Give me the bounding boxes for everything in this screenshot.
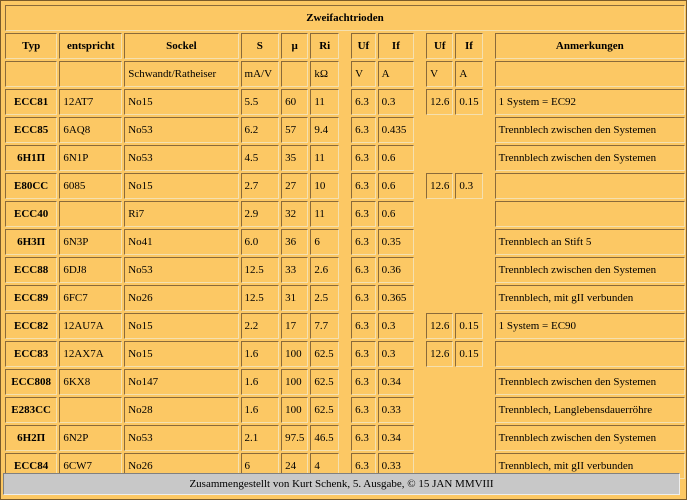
cell-ri: 11: [310, 201, 339, 227]
cell-ri: 2.5: [310, 285, 339, 311]
header-if1: If: [378, 33, 414, 59]
column-gap: [341, 173, 349, 199]
cell-ri: 62.5: [310, 397, 339, 423]
column-gap: [416, 229, 424, 255]
cell-if1: 0.6: [378, 145, 414, 171]
cell-anmerkungen: Trennblech zwischen den Systemen: [495, 145, 685, 171]
column-gap: [416, 341, 424, 367]
cell-ri: 62.5: [310, 341, 339, 367]
cell-uf2: [426, 425, 453, 451]
unit-anmerkungen: [495, 61, 685, 87]
cell-s: 12.5: [241, 257, 280, 283]
cell-if1: 0.35: [378, 229, 414, 255]
cell-anmerkungen: Trennblech zwischen den Systemen: [495, 369, 685, 395]
cell-s: 6.2: [241, 117, 280, 143]
cell-typ: ECC82: [5, 313, 57, 339]
cell-uf2: 12.6: [426, 89, 453, 115]
cell-uf2: [426, 145, 453, 171]
column-gap: [341, 425, 349, 451]
cell-s: 1.6: [241, 341, 280, 367]
column-gap: [341, 341, 349, 367]
cell-anmerkungen: [495, 173, 685, 199]
cell-anmerkungen: Trennblech zwischen den Systemen: [495, 117, 685, 143]
table-title: Zweifachtrioden: [5, 5, 685, 31]
column-gap: [416, 117, 424, 143]
cell-anmerkungen: Trennblech zwischen den Systemen: [495, 257, 685, 283]
cell-uf2: 12.6: [426, 173, 453, 199]
table-row: [5, 257, 685, 283]
column-gap: [341, 33, 349, 59]
column-gap: [341, 61, 349, 87]
cell-if2: [455, 117, 482, 143]
cell-uf1: 6.3: [351, 257, 376, 283]
cell-if2: 0.3: [455, 173, 482, 199]
unit-entspricht: [59, 61, 122, 87]
header-if2: If: [455, 33, 482, 59]
cell-if2: [455, 369, 482, 395]
cell-entspricht: [59, 201, 122, 227]
cell-s: 6.0: [241, 229, 280, 255]
column-gap: [485, 285, 493, 311]
cell-entspricht: 6085: [59, 173, 122, 199]
cell-ri: 2.6: [310, 257, 339, 283]
cell-uf1: 6.3: [351, 369, 376, 395]
header-row: [5, 33, 685, 59]
cell-uf2: [426, 117, 453, 143]
column-gap: [341, 229, 349, 255]
cell-ri: 46.5: [310, 425, 339, 451]
cell-entspricht: 12AX7A: [59, 341, 122, 367]
cell-sockel: No15: [124, 89, 238, 115]
column-gap: [341, 89, 349, 115]
cell-mu: 60: [281, 89, 308, 115]
cell-anmerkungen: [495, 341, 685, 367]
cell-typ: E80CC: [5, 173, 57, 199]
cell-uf1: 6.3: [351, 145, 376, 171]
header-anmerkungen: Anmerkungen: [495, 33, 685, 59]
column-gap: [416, 313, 424, 339]
cell-mu: 36: [281, 229, 308, 255]
cell-if1: 0.3: [378, 89, 414, 115]
cell-s: 2.7: [241, 173, 280, 199]
column-gap: [341, 313, 349, 339]
cell-typ: 6H1П: [5, 145, 57, 171]
cell-typ: 6H3П: [5, 229, 57, 255]
unit-uf1: V: [351, 61, 376, 87]
cell-if2: [455, 257, 482, 283]
cell-anmerkungen: [495, 201, 685, 227]
cell-if2: 0.15: [455, 89, 482, 115]
cell-uf1: 6.3: [351, 397, 376, 423]
column-gap: [341, 397, 349, 423]
cell-uf1: 6.3: [351, 201, 376, 227]
cell-sockel: No15: [124, 313, 238, 339]
column-gap: [485, 117, 493, 143]
cell-sockel: No53: [124, 117, 238, 143]
cell-uf2: [426, 285, 453, 311]
cell-typ: ECC85: [5, 117, 57, 143]
cell-anmerkungen: Trennblech an Stift 5: [495, 229, 685, 255]
cell-typ: ECC83: [5, 341, 57, 367]
column-gap: [341, 201, 349, 227]
column-gap: [416, 201, 424, 227]
cell-entspricht: 6CW7: [59, 453, 122, 479]
cell-uf1: 6.3: [351, 313, 376, 339]
cell-mu: 32: [281, 201, 308, 227]
column-gap: [416, 145, 424, 171]
column-gap: [416, 397, 424, 423]
unit-if1: A: [378, 61, 414, 87]
cell-uf1: 6.3: [351, 285, 376, 311]
cell-s: 2.1: [241, 425, 280, 451]
column-gap: [485, 397, 493, 423]
table-row: [5, 369, 685, 395]
column-gap: [416, 61, 424, 87]
cell-uf1: 6.3: [351, 341, 376, 367]
column-gap: [485, 313, 493, 339]
cell-entspricht: 6AQ8: [59, 117, 122, 143]
cell-uf2: [426, 201, 453, 227]
unit-ri: kΩ: [310, 61, 339, 87]
unit-typ: [5, 61, 57, 87]
column-gap: [341, 369, 349, 395]
cell-anmerkungen: Trennblech, mit gII verbunden: [495, 285, 685, 311]
unit-s: mA/V: [241, 61, 280, 87]
cell-if2: [455, 201, 482, 227]
column-gap: [485, 369, 493, 395]
cell-anmerkungen: Trennblech zwischen den Systemen: [495, 425, 685, 451]
cell-uf1: 6.3: [351, 229, 376, 255]
cell-typ: ECC40: [5, 201, 57, 227]
cell-typ: E283CC: [5, 397, 57, 423]
cell-ri: 7.7: [310, 313, 339, 339]
cell-anmerkungen: Trennblech, Langlebensdauerröhre: [495, 397, 685, 423]
unit-if2: A: [455, 61, 482, 87]
table-row: [5, 341, 685, 367]
cell-if1: 0.6: [378, 173, 414, 199]
column-gap: [485, 341, 493, 367]
cell-s: 1.6: [241, 397, 280, 423]
cell-uf1: 6.3: [351, 173, 376, 199]
column-gap: [341, 145, 349, 171]
cell-ri: 4: [310, 453, 339, 479]
cell-if2: [455, 425, 482, 451]
cell-uf2: [426, 229, 453, 255]
column-gap: [416, 369, 424, 395]
column-gap: [485, 229, 493, 255]
cell-entspricht: 6DJ8: [59, 257, 122, 283]
cell-s: 5.5: [241, 89, 280, 115]
table-row: [5, 397, 685, 423]
cell-typ: ECC89: [5, 285, 57, 311]
cell-entspricht: 6N2P: [59, 425, 122, 451]
column-gap: [416, 89, 424, 115]
column-gap: [341, 117, 349, 143]
cell-mu: 100: [281, 341, 308, 367]
cell-s: 4.5: [241, 145, 280, 171]
cell-anmerkungen: 1 System = EC92: [495, 89, 685, 115]
cell-if1: 0.6: [378, 201, 414, 227]
cell-sockel: No28: [124, 397, 238, 423]
cell-sockel: Ri7: [124, 201, 238, 227]
table-row: [5, 229, 685, 255]
cell-entspricht: 6N1P: [59, 145, 122, 171]
cell-s: 2.9: [241, 201, 280, 227]
column-gap: [416, 257, 424, 283]
cell-if1: 0.3: [378, 313, 414, 339]
header-ri: Ri: [310, 33, 339, 59]
cell-ri: 62.5: [310, 369, 339, 395]
cell-if1: 0.365: [378, 285, 414, 311]
table-row: [5, 145, 685, 171]
cell-mu: 17: [281, 313, 308, 339]
cell-mu: 24: [281, 453, 308, 479]
cell-mu: 57: [281, 117, 308, 143]
table-row: [5, 201, 685, 227]
column-gap: [485, 173, 493, 199]
table-row: [5, 89, 685, 115]
cell-sockel: No53: [124, 425, 238, 451]
cell-ri: 6: [310, 229, 339, 255]
unit-sockel: Schwandt/Ratheiser: [124, 61, 238, 87]
header-uf1: Uf: [351, 33, 376, 59]
cell-anmerkungen: Trennblech, mit gII verbunden: [495, 453, 685, 479]
header-sockel: Sockel: [124, 33, 238, 59]
header-typ: Typ: [5, 33, 57, 59]
column-gap: [485, 425, 493, 451]
cell-mu: 35: [281, 145, 308, 171]
column-gap: [416, 285, 424, 311]
column-gap: [485, 61, 493, 87]
cell-sockel: No26: [124, 285, 238, 311]
cell-if2: [455, 229, 482, 255]
cell-s: 6: [241, 453, 280, 479]
cell-uf1: 6.3: [351, 425, 376, 451]
column-gap: [485, 257, 493, 283]
column-gap: [416, 173, 424, 199]
cell-mu: 31: [281, 285, 308, 311]
cell-uf1: 6.3: [351, 453, 376, 479]
cell-if2: [455, 285, 482, 311]
cell-if2: [455, 145, 482, 171]
cell-uf2: 12.6: [426, 313, 453, 339]
table-row: [5, 425, 685, 451]
cell-entspricht: 6FC7: [59, 285, 122, 311]
cell-sockel: No26: [124, 453, 238, 479]
cell-typ: 6H2П: [5, 425, 57, 451]
column-gap: [485, 33, 493, 59]
cell-uf2: [426, 397, 453, 423]
cell-entspricht: 6N3P: [59, 229, 122, 255]
table-row: [5, 173, 685, 199]
cell-typ: ECC88: [5, 257, 57, 283]
cell-uf2: 12.6: [426, 341, 453, 367]
cell-s: 1.6: [241, 369, 280, 395]
cell-sockel: No53: [124, 257, 238, 283]
footer: Zusammengestellt von Kurt Schenk, 5. Ausgabe, © 15 JAN MMVIII: [3, 473, 680, 495]
cell-if1: 0.435: [378, 117, 414, 143]
column-gap: [485, 145, 493, 171]
column-gap: [341, 285, 349, 311]
cell-s: 12.5: [241, 285, 280, 311]
cell-uf2: [426, 369, 453, 395]
cell-mu: 100: [281, 397, 308, 423]
cell-typ: ECC808: [5, 369, 57, 395]
cell-uf2: [426, 257, 453, 283]
cell-ri: 11: [310, 89, 339, 115]
cell-sockel: No41: [124, 229, 238, 255]
column-gap: [341, 257, 349, 283]
cell-entspricht: 12AT7: [59, 89, 122, 115]
cell-sockel: No15: [124, 173, 238, 199]
cell-sockel: No53: [124, 145, 238, 171]
cell-mu: 33: [281, 257, 308, 283]
cell-if1: 0.33: [378, 453, 414, 479]
cell-uf1: 6.3: [351, 117, 376, 143]
table-row: [5, 313, 685, 339]
cell-mu: 100: [281, 369, 308, 395]
cell-typ: ECC81: [5, 89, 57, 115]
header-s: S: [241, 33, 280, 59]
column-gap: [416, 425, 424, 451]
cell-if1: 0.3: [378, 341, 414, 367]
header-entspricht: entspricht: [59, 33, 122, 59]
table-row: [5, 285, 685, 311]
tube-table: [3, 3, 687, 481]
header-uf2: Uf: [426, 33, 453, 59]
column-gap: [416, 33, 424, 59]
column-gap: [485, 89, 493, 115]
unit-uf2: V: [426, 61, 453, 87]
cell-entspricht: 6KX8: [59, 369, 122, 395]
column-gap: [485, 201, 493, 227]
cell-mu: 97.5: [281, 425, 308, 451]
cell-ri: 10: [310, 173, 339, 199]
cell-if2: [455, 397, 482, 423]
cell-typ: ECC84: [5, 453, 57, 479]
cell-sockel: No15: [124, 341, 238, 367]
unit-row: [5, 61, 685, 87]
cell-entspricht: 12AU7A: [59, 313, 122, 339]
cell-mu: 27: [281, 173, 308, 199]
header-mu: µ: [281, 33, 308, 59]
unit-mu: [281, 61, 308, 87]
cell-if1: 0.34: [378, 369, 414, 395]
cell-if2: 0.15: [455, 341, 482, 367]
cell-sockel: No147: [124, 369, 238, 395]
cell-uf1: 6.3: [351, 89, 376, 115]
cell-ri: 9.4: [310, 117, 339, 143]
cell-if1: 0.33: [378, 397, 414, 423]
cell-ri: 11: [310, 145, 339, 171]
cell-entspricht: [59, 397, 122, 423]
cell-if2: 0.15: [455, 313, 482, 339]
cell-anmerkungen: 1 System = EC90: [495, 313, 685, 339]
cell-if1: 0.36: [378, 257, 414, 283]
cell-s: 2.2: [241, 313, 280, 339]
table-row: [5, 117, 685, 143]
cell-if1: 0.34: [378, 425, 414, 451]
